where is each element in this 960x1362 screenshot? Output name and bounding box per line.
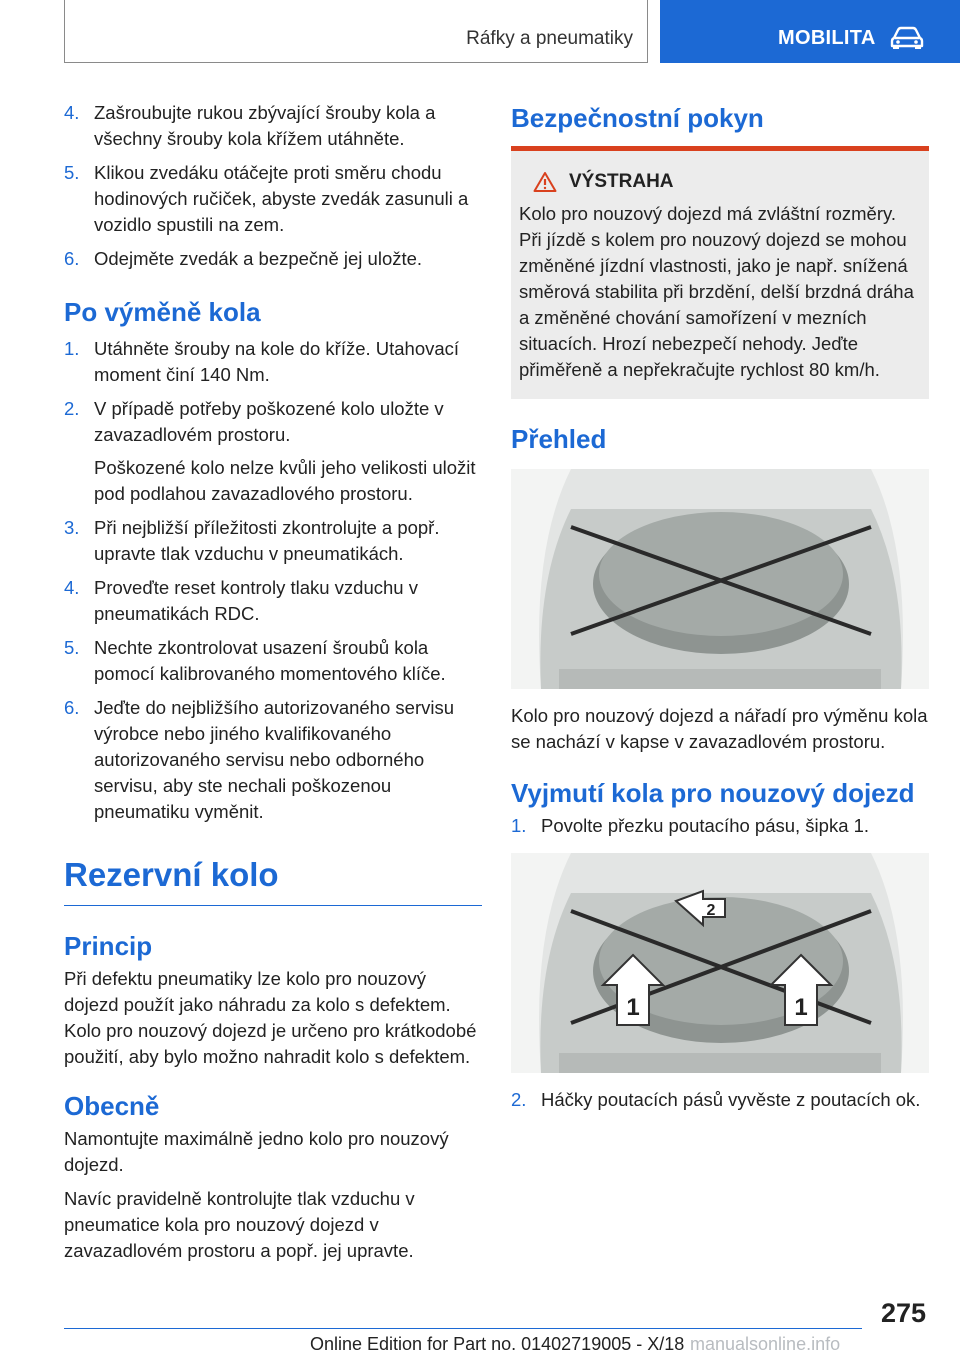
- removal-heading: Vyjmutí kola pro nouzový dojezd: [511, 778, 915, 808]
- watermark: manualsonline.info: [690, 1334, 841, 1354]
- heading-after-change: Po výměně kola: [64, 297, 261, 327]
- list-item: 1. Povolte přezku poutacího pásu, šipka 1.: [511, 815, 870, 836]
- list-item: 5. Klikou zvedáku otáčejte proti směru chodu hodinových ručiček, abyste zvedák zasunuli a vozidlo spustili na zem.: [64, 162, 469, 235]
- list-item: 6. Jeďte do nejbližšího autorizovaného servisu výrobce nebo jiného kvalifikovaného autorizovaného servisu nebo odborného servisu, aby ste nechali poškozenou pneumatiku vyměnit.: [64, 697, 455, 822]
- overview-caption: Kolo pro nouzový dojezd a nářadí pro výměnu kola se nachází v kapse v zavazadlovém prostoru.: [511, 705, 928, 752]
- car-icon: [890, 26, 924, 50]
- edition-text: Online Edition for Part no. 01402719005 - X/18: [310, 1334, 685, 1354]
- warning-box: [511, 146, 929, 399]
- left-column: [64, 100, 482, 1272]
- principle-heading: Princip: [64, 931, 153, 961]
- list-item: 3. Při nejbližší příležitosti zkontrolujte a popř. upravte tlak vzduchu v pneumatikách.: [64, 517, 440, 564]
- page-number: 275: [880, 1298, 926, 1328]
- list-item: 6. Odejměte zvedák a bezpečně jej uložte.: [64, 248, 423, 269]
- warning-text: Kolo pro nouzový dojezd má zvláštní rozměry. Při jízdě s kolem pro nouzový dojezd se mohou změněné jízdní vlastnosti, jako je např. snížená směrová stabilita při brzdění, delší brzdná dráha a změněné chování samořízení v mezních situacích. Hrozí nebezpečí nehody. Jeďte přiměřeně a nepřekračujte rychlost 80 km/h.: [519, 203, 914, 380]
- header-section-box: [64, 0, 648, 63]
- right-column: [511, 100, 929, 1121]
- list-item: 5. Nechte zkontrolovat usazení šroubů kola pomocí kalibrovaného momentového klíče.: [64, 637, 446, 684]
- overview-heading: Přehled: [511, 424, 607, 454]
- list-item: 2. V případě potřeby poškozené kolo uložte v zavazadlovém prostoru. Poškozené kolo nelze kvůli jeho velikosti uložit pod podlahou zavazadlového prostoru.: [64, 396, 482, 507]
- warning-triangle-icon: [533, 171, 557, 193]
- warning-title: [533, 171, 921, 193]
- list-item: 1. Utáhněte šrouby na kole do kříže. Utahovací moment činí 140 Nm.: [64, 338, 460, 385]
- trunk-photo-removal: [511, 853, 929, 1073]
- arrow-label-2: 2: [706, 902, 716, 919]
- general-text-1: Namontujte maximálně jedno kolo pro nouzový dojezd.: [64, 1128, 449, 1175]
- chapter-title: MOBILITA: [778, 27, 876, 49]
- arrow-label-1-right: 1: [794, 994, 808, 1021]
- chapter-tab: [660, 0, 960, 63]
- footer-divider: [64, 1328, 862, 1329]
- principle-text: Při defektu pneumatiky lze kolo pro nouzový dojezd použít jako náhradu za kolo s defektem. Kolo pro nouzový dojezd je určeno pro krátkodobé použití, aby bylo možno nahradit kolo s defektem.: [64, 968, 477, 1067]
- general-text-2: Navíc pravidelně kontrolujte tlak vzduchu v pneumatice kola pro nouzový dojezd v zavazadlovém prostoru a popř. jej upravte.: [64, 1188, 415, 1261]
- list-item: 4. Proveďte reset kontroly tlaku vzduchu v pneumatikách RDC.: [64, 577, 418, 624]
- list-item: 2. Háčky poutacích pásů vyvěste z poutacích ok.: [511, 1089, 921, 1110]
- general-heading: Obecně: [64, 1091, 160, 1121]
- section-title: Ráfky a pneumatiky: [466, 28, 633, 49]
- trunk-photo-overview: [511, 469, 929, 689]
- main-heading: Rezervní kolo: [64, 855, 482, 906]
- warning-label: VÝSTRAHA: [569, 171, 674, 192]
- arrow-label-1-left: 1: [626, 994, 640, 1021]
- list-item-note: Poškozené kolo nelze kvůli jeho velikosti uložit pod podlahou zavazadlového prostoru.: [94, 457, 476, 504]
- safety-heading: Bezpečnostní pokyn: [511, 103, 764, 133]
- list-item: 4. Zašroubujte rukou zbývající šrouby kola a všechny šrouby kola křížem utáhněte.: [64, 102, 436, 149]
